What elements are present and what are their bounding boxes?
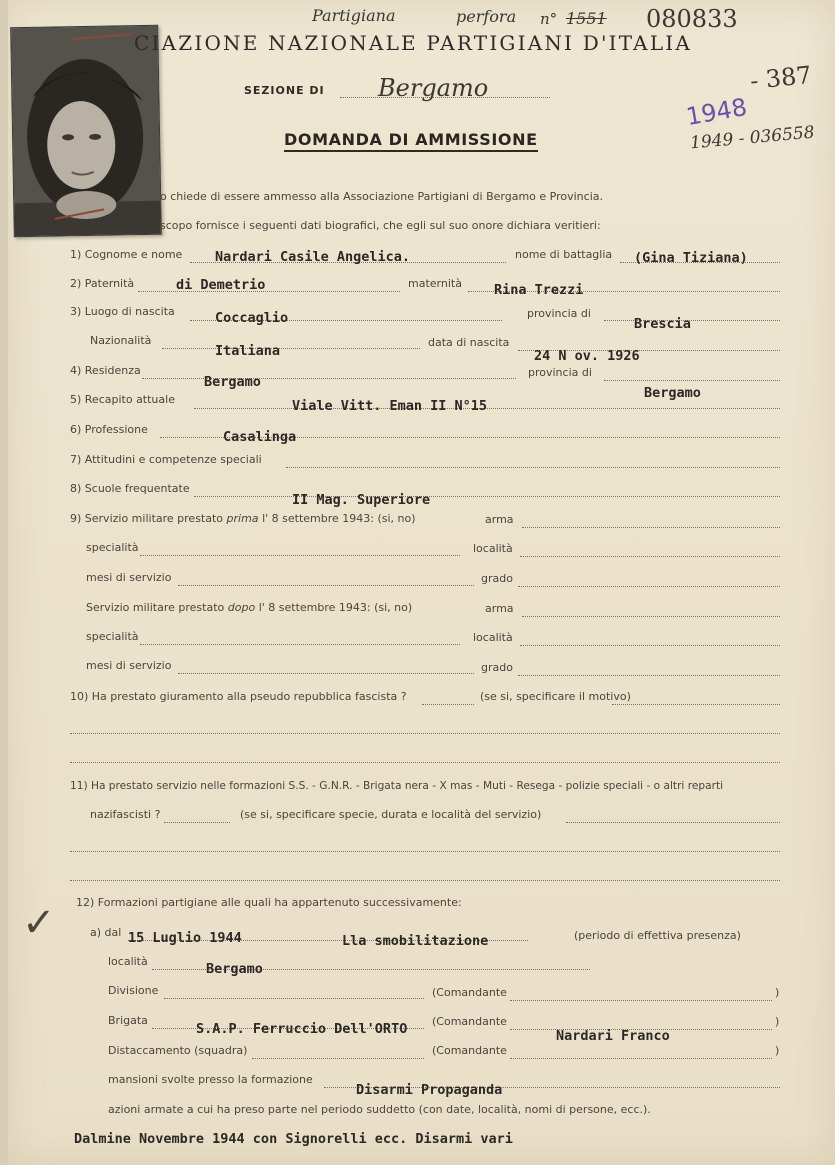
intro-line-1: o chiede di essere ammesso alla Associazione Partigiani di Bergamo e Provincia. <box>160 190 603 203</box>
q9b-label <box>86 601 412 614</box>
battaglia-value: (Gina Tiziana) <box>634 250 748 266</box>
q10-label: 10) Ha prestato giuramento alla pseudo repubblica fascista ? <box>70 690 407 703</box>
azioni-value: Dalmine Novembre 1944 con Signorelli ecc. Disarmi vari <box>74 1131 513 1147</box>
data-nascita-value: 24 N ov. 1926 <box>534 348 640 364</box>
specialita-line <box>140 555 460 556</box>
portrait-image <box>11 26 161 237</box>
protocol-number: 080833 <box>646 5 738 33</box>
grado-line <box>518 586 780 587</box>
provincia-line <box>604 320 780 321</box>
mesi-line <box>178 585 474 586</box>
grado-label: grado <box>481 572 513 585</box>
maternita-value: Rina Trezzi <box>494 282 584 298</box>
mesi2-label: mesi di servizio <box>86 659 172 672</box>
q10-extra-line <box>70 733 780 734</box>
handwritten-note: perfora <box>456 7 517 26</box>
q11-label-2: nazifascisti ? <box>90 808 161 821</box>
q10-note: (se si, specificare il motivo) <box>480 690 631 703</box>
q11-extra-line <box>70 880 780 881</box>
q11-extra-line <box>70 851 780 852</box>
q5-label: 5) Recapito attuale <box>70 393 175 406</box>
localita-label: località <box>473 542 513 555</box>
mesi2-line <box>178 673 474 674</box>
q4-label: 4) Residenza <box>70 364 141 377</box>
distaccamento-comandante-label: (Comandante <box>432 1044 507 1057</box>
divisione-comandante-line <box>510 1000 772 1001</box>
brigata-label: Brigata <box>108 1014 148 1027</box>
divisione-close: ) <box>775 986 780 999</box>
provincia-value: Brescia <box>634 316 691 332</box>
margin-checkmark: ✓ <box>22 900 56 946</box>
association-header: CIAZIONE NAZIONALE PARTIGIANI D'ITALIA <box>134 31 693 55</box>
q8-label: 8) Scuole frequentate <box>70 482 190 495</box>
brigata-comandante-label: (Comandante <box>432 1015 507 1028</box>
provincia-label: provincia di <box>527 307 591 320</box>
localita-line <box>520 556 780 557</box>
q12a-label: a) dal <box>90 926 122 939</box>
protocol-crossed: 1551 <box>566 9 607 28</box>
q9-label-a: 9) Servizio militare prestato <box>70 512 224 525</box>
q9b-label-b: l' 8 settembre 1943: (si, no) <box>258 601 413 614</box>
arma2-label: arma <box>485 602 514 615</box>
q10-line <box>422 704 474 705</box>
q7-line <box>286 467 780 468</box>
distaccamento-close: ) <box>775 1044 780 1057</box>
divisione-line <box>164 998 424 999</box>
q8-line <box>194 496 780 497</box>
reference-code: 1949 - 036558 <box>689 122 816 154</box>
q3-value: Coccaglio <box>215 310 289 326</box>
q12a-to: Lla smobilitazione <box>342 933 489 949</box>
sezione-label: SEZIONE DI <box>244 84 325 97</box>
nazionalita-value: Italiana <box>215 343 281 359</box>
q4-value: Bergamo <box>204 374 261 390</box>
mansioni-label: mansioni svolte presso la formazione <box>108 1073 313 1086</box>
provincia2-line <box>604 380 780 381</box>
arma-label: arma <box>485 513 514 526</box>
data-nascita-label: data di nascita <box>428 336 510 349</box>
arma-line <box>522 527 780 528</box>
q1-label: 1) Cognome e nome <box>70 248 183 261</box>
intro-line-2: scopo fornisce i seguenti dati biografici, che egli sul suo onore dichiara veritieri: <box>160 219 601 232</box>
arma2-line <box>522 616 780 617</box>
localita3-line <box>520 645 780 646</box>
q8-value: II Mag. Superiore <box>292 492 431 508</box>
q5-value: Viale Vitt. Eman II N°15 <box>292 398 488 414</box>
mesi-label: mesi di servizio <box>86 571 172 584</box>
q11-line <box>164 822 230 823</box>
provincia2-label: provincia di <box>528 366 592 379</box>
grado2-line <box>518 675 780 676</box>
battaglia-label: nome di battaglia <box>515 248 613 261</box>
periodo-label: (periodo di effettiva presenza) <box>574 929 741 942</box>
localita2-value: Bergamo <box>206 961 263 977</box>
q9b-label-a: Servizio militare prestato <box>86 601 225 614</box>
handwritten-partigiana: Partigiana <box>312 6 396 25</box>
q10-note-line <box>612 704 780 705</box>
q7-label: 7) Attitudini e competenze speciali <box>70 453 262 466</box>
q6-value: Casalinga <box>223 429 297 445</box>
brigata-value: S.A.P. Ferruccio Dell'ORTO <box>196 1021 408 1037</box>
q11-label: 11) Ha prestato servizio nelle formazioni S.S. - G.N.R. - Brigata nera - X mas - Muti - Resega - polizie speciali - o altri reparti <box>70 780 724 792</box>
q1-value: Nardari Casile Angelica. <box>215 249 411 265</box>
distaccamento-line <box>252 1058 424 1059</box>
reference-number: - 387 <box>748 60 813 96</box>
specialita2-line <box>140 644 460 645</box>
provincia2-value: Bergamo <box>644 385 701 401</box>
q12a-from: 15 Luglio 1944 <box>128 930 242 946</box>
q9-label-em: prima <box>226 512 259 525</box>
portrait-photo <box>10 25 162 238</box>
localita3-label: località <box>473 631 513 644</box>
mansioni-value: Disarmi Propaganda <box>356 1082 503 1098</box>
localita2-label: località <box>108 955 148 968</box>
q4-line <box>142 378 516 379</box>
q9-label-b: l' 8 settembre 1943: (si, no) <box>262 512 416 525</box>
grado2-label: grado <box>481 661 513 674</box>
q10-extra-line <box>70 762 780 763</box>
nazionalita-label: Nazionalità <box>90 334 152 347</box>
brigata-comandante-value: Nardari Franco <box>556 1028 670 1044</box>
maternita-label: maternità <box>408 277 462 290</box>
q3-label: 3) Luogo di nascita <box>70 305 175 318</box>
q11-note-line <box>566 822 780 823</box>
distaccamento-label: Distaccamento (squadra) <box>108 1044 248 1057</box>
q12-label: 12) Formazioni partigiane alle quali ha appartenuto successivamente: <box>76 896 462 909</box>
q2-label: 2) Paternità <box>70 277 135 290</box>
distaccamento-comandante-line <box>510 1058 772 1059</box>
divisione-comandante-label: (Comandante <box>432 986 507 999</box>
q11-note: (se si, specificare specie, durata e località del servizio) <box>240 808 542 821</box>
q2-value: di Demetrio <box>176 277 266 293</box>
sezione-value: Bergamo <box>378 74 489 102</box>
specialita-label: specialità <box>86 541 139 554</box>
azioni-label: azioni armate a cui ha preso parte nel periodo suddetto (con date, località, nomi di persone, ecc.). <box>108 1103 651 1116</box>
specialita2-label: specialità <box>86 630 139 643</box>
q6-label: 6) Professione <box>70 423 148 436</box>
q9-label <box>70 512 416 525</box>
q9b-label-em: dopo <box>227 601 256 614</box>
divisione-label: Divisione <box>108 984 159 997</box>
form-title: DOMANDA DI AMMISSIONE <box>284 130 538 152</box>
brigata-close: ) <box>775 1015 780 1028</box>
nazionalita-line <box>162 348 420 349</box>
year-stamp: 1948 <box>684 92 750 132</box>
protocol-prefix: n° <box>540 10 558 28</box>
